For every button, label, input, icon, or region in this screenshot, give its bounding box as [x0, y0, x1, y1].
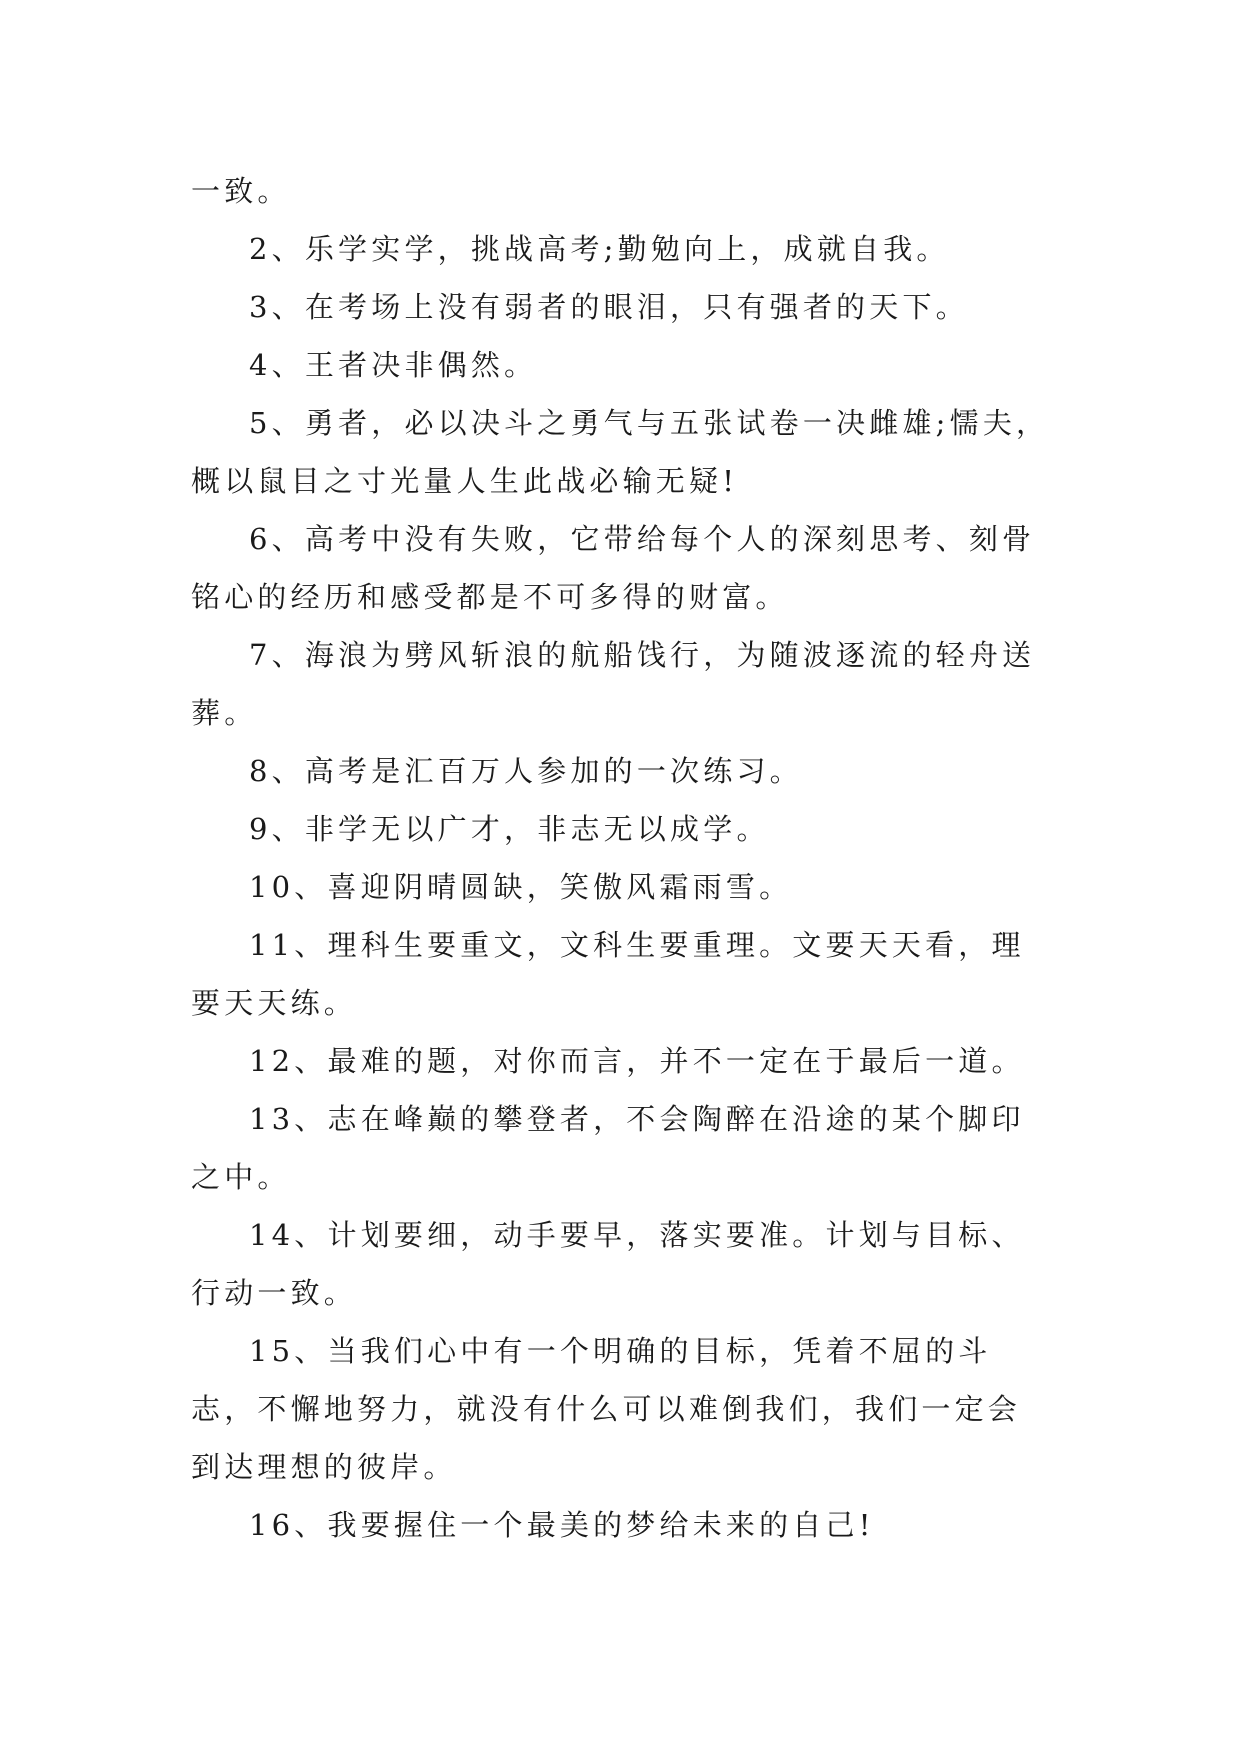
- paragraph-9: 10、喜迎阴晴圆缺，笑傲风霜雨雪。: [249, 870, 793, 904]
- paragraph-7: 8、高考是汇百万人参加的一次练习。: [249, 754, 803, 788]
- paragraph-15: 16、我要握住一个最美的梦给未来的自己!: [249, 1508, 875, 1542]
- paragraph-5: 6、高考中没有失败，它带给每个人的深刻思考、刻骨铭心的经历和感受都是不可多得的财富。: [191, 522, 1036, 614]
- paragraph-2: 3、在考场上没有弱者的眼泪，只有强者的天下。: [249, 290, 969, 324]
- paragraph-0: 一致。: [191, 174, 291, 208]
- paragraph-14: 15、当我们心中有一个明确的目标，凭着不屈的斗志，不懈地努力，就没有什么可以难倒我们，我们一定会到达理想的彼岸。: [191, 1334, 1022, 1484]
- paragraph-10: 11、理科生要重文，文科生要重理。文要天天看，理要天天练。: [191, 928, 1025, 1020]
- paragraph-11: 12、最难的题，对你而言，并不一定在于最后一道。: [249, 1044, 1025, 1078]
- paragraph-3: 4、王者决非偶然。: [249, 348, 538, 382]
- paragraph-13: 14、计划要细，动手要早，落实要准。计划与目标、行动一致。: [191, 1218, 1025, 1310]
- paragraph-12: 13、志在峰巅的攀登者，不会陶醉在沿途的某个脚印之中。: [191, 1102, 1025, 1194]
- paragraph-4: 5、勇者，必以决斗之勇气与五张试卷一决雌雄;懦夫，概以鼠目之寸光量人生此战必输无疑!: [191, 406, 1050, 498]
- paragraph-6: 7、海浪为劈风斩浪的航船饯行，为随波逐流的轻舟送葬。: [191, 638, 1036, 730]
- paragraph-8: 9、非学无以广才，非志无以成学。: [249, 812, 770, 846]
- paragraph-1: 2、乐学实学，挑战高考;勤勉向上，成就自我。: [249, 232, 950, 266]
- document-body: [191, 162, 1051, 1554]
